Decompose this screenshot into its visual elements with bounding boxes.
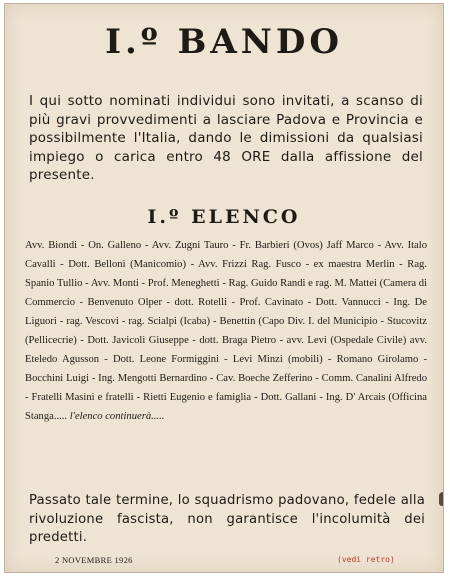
poster-title: I.º BANDO bbox=[105, 22, 343, 62]
print-date: 2 NOVEMBRE 1926 bbox=[55, 555, 133, 565]
names-continuation: l'elenco continuerà..... bbox=[69, 411, 165, 422]
names-text: Avv. Biondi - On. Galleno - Avv. Zugni Tauro - Fr. Barbieri (Ovos) Jaff Marco - Avv. Italo Cavalli - Dott. Belloni (Manicomio) - Avv. Frizzi Rag. Fusco - ex maestra Merlin - Rag. Spanio Tullio - Avv. Monti - Prof. Meneghetti - Rag. Guido Randi e rag. M. Mattei (Camera di Commercio - Benvenuto Olper - dott. Rotelli - Prof. Cavinato - Dott. Vannucci - Ing. De Liguori - rag. Vescovi - rag. Scialpi (Icaba) - Benettin (Capo Div. I. del Municipio - Stucovitz (Pellicecrie) - Dott. Javicoli Giuseppe - dott. Braga Pietro - avv. Levi (Ospedale Civile) avv. Eteledo Agusson - Dott. Leone Formiggini - Levi Minzi (mobili) - Romano Girolamo - Bocchini Luigi - Ing. Mengotti Bernardino - Cav. Boeche Zefferino - Comm. Canalini Alfredo - Fratelli Masini e fratelli - Rietti Eugenio e famiglia - Dott. Gallani - Ing. D' Arcais (Officina Stanga..... bbox=[25, 240, 427, 422]
poster-sheet bbox=[4, 3, 444, 573]
intro-paragraph: I qui sotto nominati individui sono invitati, a scanso di più gravi provvedimenti a lasciare Padova e Provincia e possibilmente l'Italia, dando le dimissioni da qualsiasi impiego o carica entro 48 ORE dalla affissione del presente. bbox=[29, 93, 423, 184]
closing-paragraph: Passato tale termine, lo squadrismo padovano, fedele alla rivoluzione fascista, non garantisce l'incolumità dei predetti. bbox=[29, 493, 425, 545]
list-title: I.º ELENCO bbox=[147, 206, 301, 228]
verso-note: (vedi retro) bbox=[337, 555, 395, 564]
names-list bbox=[25, 236, 427, 426]
ink-stain bbox=[439, 492, 444, 506]
